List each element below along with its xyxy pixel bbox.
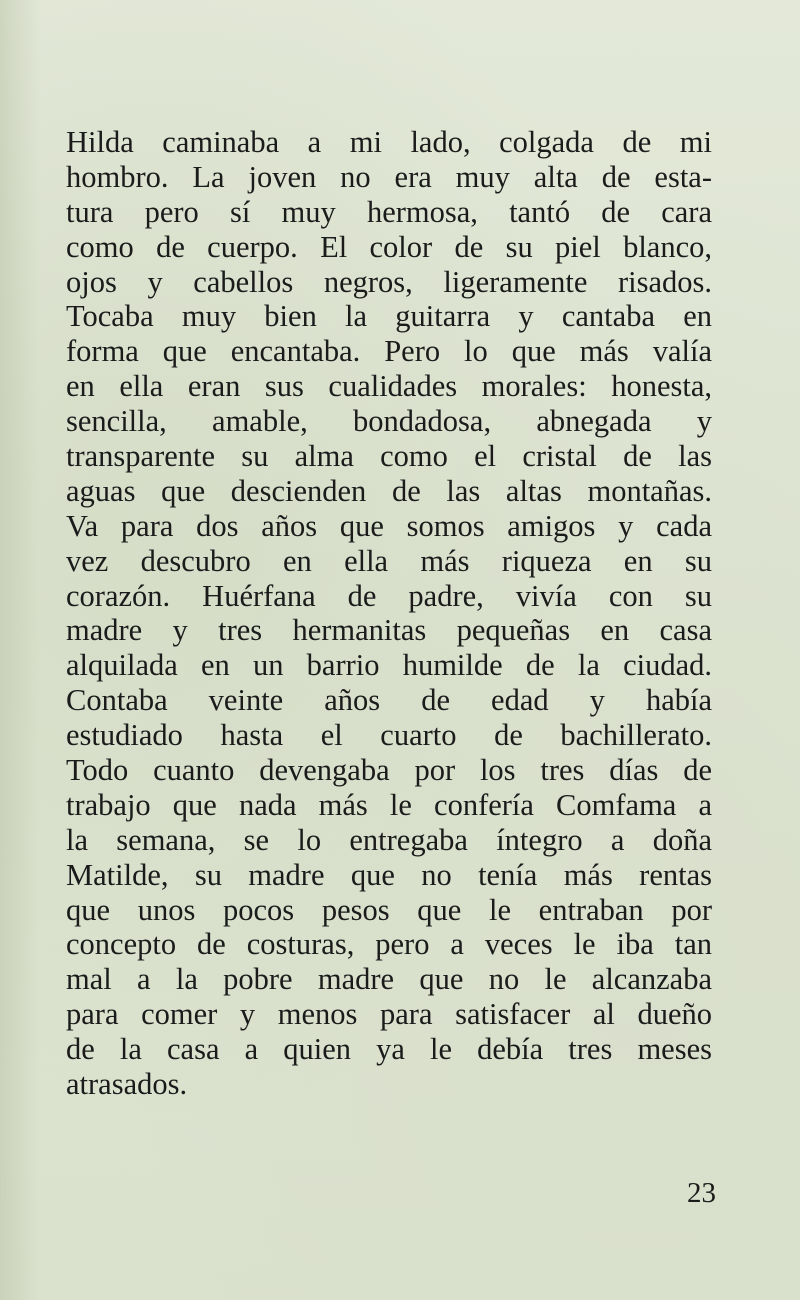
text-line: Contaba veinte años de edad y había [66,683,712,718]
text-line: que unos pocos pesos que le entraban por [66,892,712,927]
text-line: forma que encantaba. Pero lo que más valía [66,334,712,369]
text-line: como de cuerpo. El color de su piel blanco, [66,229,712,264]
text-line: transparente su alma como el cristal de las [66,439,712,474]
text-line: madre y tres hermanitas pequeñas en casa [66,613,712,648]
text-line: para comer y menos para satisfacer al dueño [66,997,712,1032]
text-line: ojos y cabellos negros, ligeramente risados. [66,264,712,299]
text-line: Va para dos años que somos amigos y cada [66,508,712,543]
text-line: mal a la pobre madre que no le alcanzaba [66,962,712,997]
text-line: estudiado hasta el cuarto de bachillerato. [66,718,712,753]
text-line: sencilla, amable, bondadosa, abnegada y [66,404,712,439]
text-line: corazón. Huérfana de padre, vivía con su [66,578,712,613]
page-edge-shadow [0,0,40,1300]
body-paragraph [66,125,712,1102]
text-line: alquilada en un barrio humilde de la ciudad. [66,648,712,683]
text-line: Todo cuanto devengaba por los tres días de [66,753,712,788]
text-line: concepto de costuras, pero a veces le iba tan [66,927,712,962]
text-line: tura pero sí muy hermosa, tantó de cara [66,194,712,229]
text-line: trabajo que nada más le confería Comfama a [66,787,712,822]
text-line: Hilda caminaba a mi lado, colgada de mi [66,125,712,159]
text-line-final: atrasados. [66,1067,188,1102]
text-line: hombro. La joven no era muy alta de esta- [66,159,712,194]
text-line: Matilde, su madre que no tenía más rentas [66,857,712,892]
text-line: vez descubro en ella más riqueza en su [66,543,712,578]
text-line: en ella eran sus cualidades morales: honesta, [66,369,712,404]
text-line: de la casa a quien ya le debía tres meses [66,1032,712,1067]
text-line: aguas que descienden de las altas montañas. [66,473,712,508]
text-line: la semana, se lo entregaba íntegro a doña [66,822,712,857]
text-line: Tocaba muy bien la guitarra y cantaba en [66,299,712,334]
page-number: 23 [687,1177,716,1209]
